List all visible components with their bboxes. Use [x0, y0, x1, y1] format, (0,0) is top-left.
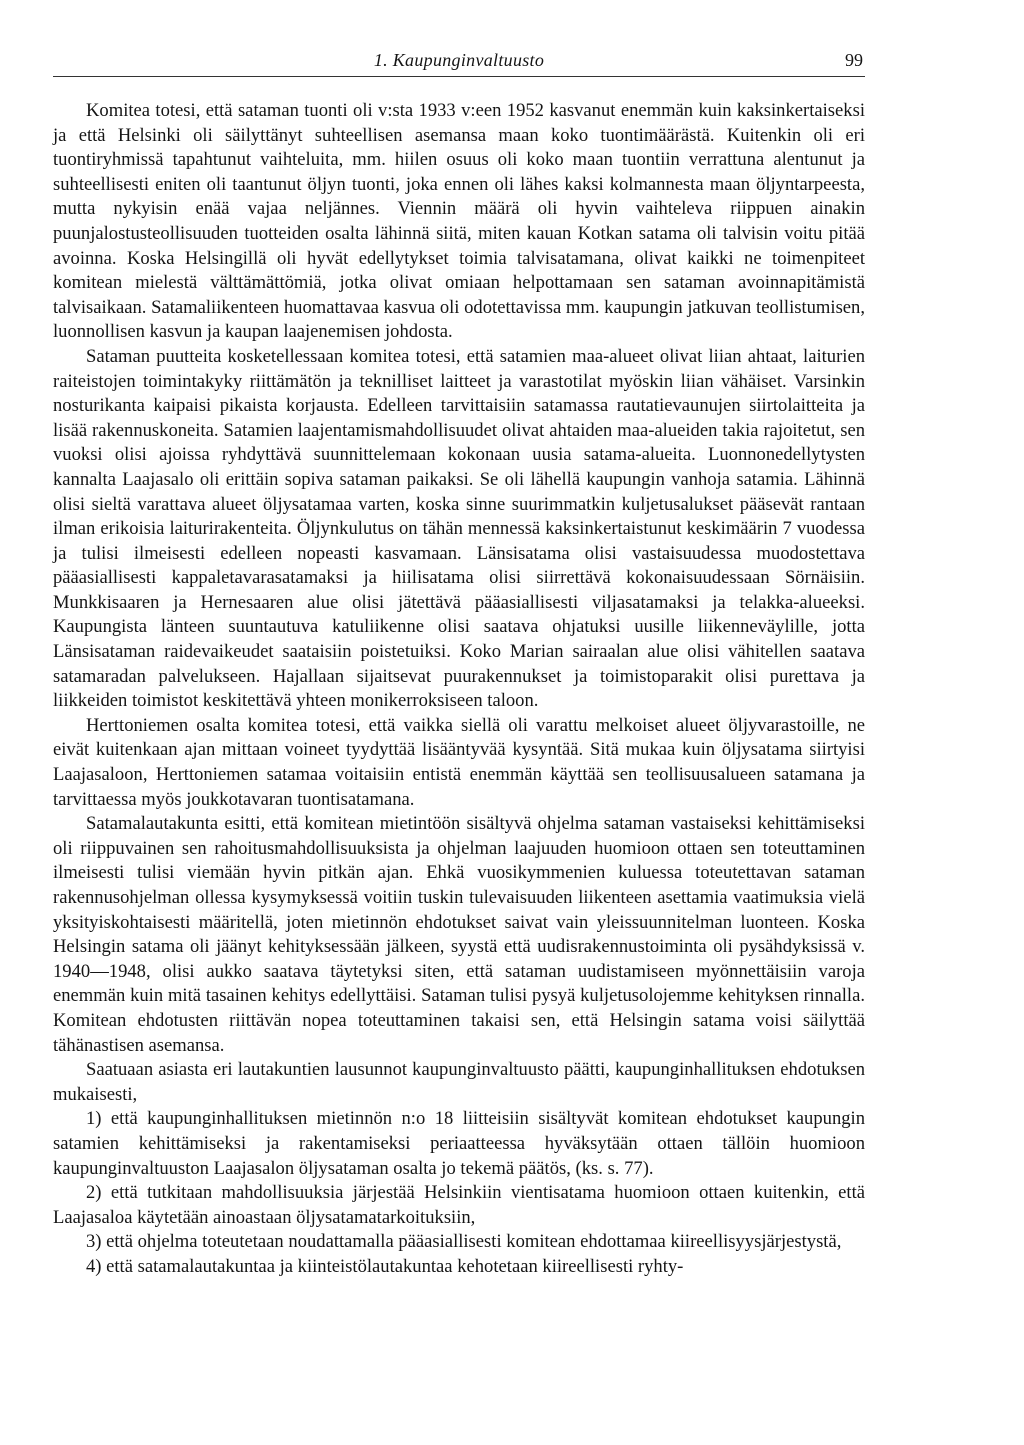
paragraph-council-decision: Saatuaan asiasta eri lautakuntien lausunnot kaupunginvaltuusto päätti, kaupunginhallituksen ehdotuksen mukaisesti,	[53, 1059, 865, 1105]
paragraph-harbor-imports: Komitea totesi, että sataman tuonti oli v:sta 1933 v:een 1952 kasvanut enemmän kuin kaksinkertaiseksi ja että Helsinki oli säilyttänyt suhteellisen asemansa maan koko tuontimäärästä. Kuitenkin oli eri tuontiryhmissä tapahtunut vaihteluita, mm. hiilen osuus oli koko maan tuontiin verrattuna alentunut ja suhteellisesti eniten oli taantunut öljyn tuonti, joka ennen oli lähes kaksi kolmannesta maan öljyntarpeesta, mutta nykyisin enää vajaa neljännes. Viennin määrä oli hyvin vaihteleva riippuen ainakin puunjalostusteollisuuden tuotteiden osalta lähinnä siitä, miten kauan Kotkan satama oli talvisin voitu pitää avoinna. Koska Helsingillä oli hyvät edellytykset toimia talvisatamana, olivat kaikki ne toimenpiteet komitean mielestä välttämättömiä, jotka olivat omiaan helpottamaan sen sataman avoinnapitämistä talvisaikaan. Satamaliikenteen huomattavaa kasvua oli odotettavissa mm. kaupungin jatkuvan teollistumisen, luonnollisen kasvun ja kaupan laajenemisen johdosta.	[53, 100, 865, 343]
decision-item-1: 1) että kaupunginhallituksen mietinnön n:o 18 liitteisiin sisältyvät komitean ehdotukset kaupungin satamien kehittämiseksi ja rakentamiseksi periaatteessa hyväksytään ottaen tällöin huomioon kaupunginvaltuuston Laajasalon öljysataman osalta jo tekemä päätös, (ks. s. 77).	[53, 1108, 865, 1179]
decision-item-4: 4) että satamalautakuntaa ja kiinteistölautakuntaa kehotetaan kiireellisesti ryhty-	[86, 1255, 684, 1277]
paragraph-harbor-board: Satamalautakunta esitti, että komitean mietintöön sisältyvä ohjelma sataman vastaiseksi kehittämiseksi oli riippuvainen sen rahoitusmahdollisuuksista ja ohjelman laajuuden huomioon ottaen sen toteuttaminen ilmeisesti tulisi viemään hyvin pitkän ajan. Ehkä vuosikymmenien kuluessa toteutettavan sataman rakennusohjelman ollessa kysymyksessä voitiin tuskin tulevaisuuden liikenteen asettamia vaatimuksia vielä yksityiskohtaisesti määritellä, joten mietinnön ehdotukset saivat vain yleissuunnitelman luonteen. Koska Helsingin satama oli jäänyt kehityksessään jälkeen, syystä että uudisrakennustoiminta oli pysähdyksissä v. 1940—1948, olisi aukko saatava täytetyksi siten, että sataman uudistamiseen myönnettäisiin varoja enemmän kuin mitä tasainen kehitys edellyttäisi. Sataman tulisi pysyä kuljetusolojemme kehityksen rinnalla. Komitean ehdotusten riittävän nopea toteuttaminen takaisi sen, että Helsingin satama voisi säilyttää tähänastisen asemansa.	[53, 813, 865, 1056]
running-header	[53, 46, 865, 77]
body-text	[53, 99, 865, 1280]
decision-item-2: 2) että tutkitaan mahdollisuuksia järjestää Helsinkiin vientisatama huomioon ottaen kuitenkin, että Laajasaloa käytetään ainoastaan öljysatamatarkoituksiin,	[53, 1182, 865, 1228]
page-number: 99	[845, 50, 863, 70]
decision-item-3: 3) että ohjelma toteutetaan noudattamalla pääasiallisesti komitean ehdottamaa kiireellisyysjärjestystä,	[86, 1231, 842, 1253]
running-title: 1. Kaupunginvaltuusto	[373, 50, 545, 70]
paragraph-herttoniemi: Herttoniemen osalta komitea totesi, että vaikka siellä oli varattu melkoiset alueet öljyvarastoille, ne eivät kuitenkaan ajan mittaan voineet tyydyttää lisääntyvää kysyntää. Sitä mukaa kuin öljysatama siirtyisi Laajasaloon, Herttoniemen satamaa voitaisiin entistä enemmän käyttää sen teollisuusalueen satamana ja tarvittaessa myös joukkotavaran tuontisatamana.	[53, 714, 865, 810]
paragraph-harbor-deficiencies: Sataman puutteita kosketellessaan komitea totesi, että satamien maa-alueet olivat liian ahtaat, laiturien raiteistojen toimintakyky riittämätön ja teknilliset laitteet ja varastotilat myöskin liian vähäiset. Varsinkin nosturikanta kaipaisi pikaista korjausta. Edelleen tarvittaisiin satamassa rautatievaunujen siirtolaitteita ja lisää rakennuskoneita. Satamien laajentamismahdollisuudet olivat ahtaiden maa-alueiden takia rajoitetut, sen vuoksi olisi ajoissa ryhdyttävä suunnittelemaan kokonaan uusia satama-alueita. Luonnonedellytysten kannalta Laajasalo oli erittäin sopiva sataman paikaksi. Se oli lähellä kaupungin vanhoja satamia. Lähinnä olisi sieltä varattava alueet öljysatamaa varten, koska sinne suurimmatkin kuljetusalukset pääsevät rantaan ilman erikoisia laiturirakenteita. Öljynkulutus on tähän mennessä kaksinkertaistunut keskimäärin 7 vuodessa ja tulisi ilmeisesti edelleen nopeasti kasvamaan. Länsisatama olisi vastaisuudessa muodostettava pääasiallisesti kappaletavarasatamaksi ja hiilisatama olisi siirrettävä kokonaisuudessaan Sörnäisiin. Munkkisaaren ja Hernesaaren alue olisi jätettävä pääasiallisesti viljasatamaksi ja telakka-alueeksi. Kaupungista länteen suuntautuva katuliikenne olisi saatava ohjatuksi uusille liikenneväylille, jotta Länsisataman raidevaikeudet saataisiin poistetuiksi. Koko Marian sairaalan alue olisi vähitellen saatava satamaradan palvelukseen. Hajallaan sijaitsevat puurakennukset ja toimistoparakit olisi purettava ja liikkeiden toimistot keskitettävä yhteen monikerroksiseen taloon.	[53, 345, 865, 712]
document-page	[53, 46, 865, 1280]
